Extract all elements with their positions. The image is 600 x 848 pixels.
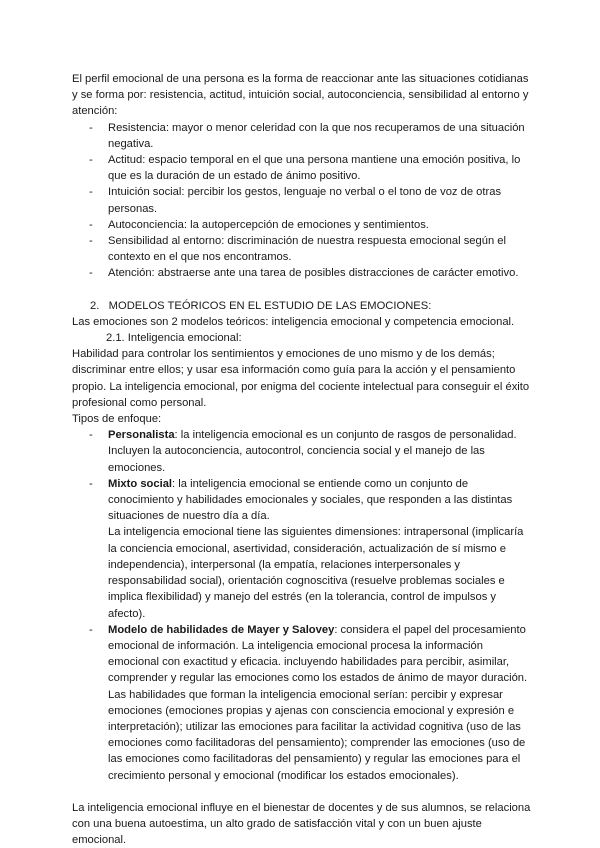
list-item: - Personalista: la inteligencia emocional es un conjunto de rasgos de personalidad. Incluyen la autoconciencia, autocontrol, conciencia social y el manejo de las emociones.: [89, 429, 517, 474]
list-item: - Actitud: espacio temporal en el que una persona mantiene una emoción positiva, lo que es la duración de un estado de ánimo positivo.: [89, 154, 521, 183]
definition-paragraph: Habilidad para controlar los sentimientos y emociones de uno mismo y de los demás; discriminar entre ellos; y usar esa información como guía para la acción y el pensamiento propio. La inteligencia emocional, por enigma del cociente intelectual para conseguir el éxito profesional como personal.: [72, 348, 530, 409]
list-item: - Resistencia: mayor o menor celeridad con la que nos recuperamos de una situación negativa.: [89, 121, 525, 150]
list-item: - Atención: abstraerse ante una tarea de posibles distracciones de carácter emotivo.: [72, 265, 532, 281]
emotional-profile-list: [72, 120, 532, 282]
approach-term: Mixto social: [108, 477, 173, 490]
approach-extra: La inteligencia emocional tiene las siguientes dimensiones: intrapersonal (implicaría la conciencia emocional, asertividad, consideración, actualización de sí mismo e independencia), interpersonal (la empatía, relaciones interpersonales y responsabilidad social), orientación cognoscitiva (resuelve problemas sociales e implica flexibilidad) y manejo del estrés (en la tolerancia, control de impulsos y afecto).: [108, 526, 524, 620]
section-title: MODELOS TEÓRICOS EN EL ESTUDIO DE LAS EMOCIONES:: [108, 299, 432, 312]
bullet-dash: -: [89, 154, 93, 167]
intro-paragraph: El perfil emocional de una persona es la forma de reaccionar ante las situaciones cotidianas y se forma por: resistencia, actitud, intuición social, autoconciencia, sensibilidad al entorno y atención:: [72, 73, 529, 118]
list-item: - Sensibilidad al entorno: discriminación de nuestra respuesta emocional según el contexto en el que nos encontramos.: [89, 235, 507, 264]
bullet-dash: -: [89, 477, 93, 490]
bullet-dash: -: [89, 267, 93, 280]
bullet-dash: -: [89, 218, 93, 231]
document-page: [72, 71, 532, 848]
subsection-heading: 2.1. Inteligencia emocional:: [106, 332, 242, 345]
list-item: - Intuición social: percibir los gestos, lenguaje no verbal o el tono de voz de otras personas.: [89, 186, 502, 215]
approach-term: Modelo de habilidades de Mayer y Salovey: [108, 623, 335, 636]
approaches-label: Tipos de enfoque:: [72, 413, 162, 426]
bullet-dash: -: [89, 235, 93, 248]
list-item: - Modelo de habilidades de Mayer y Salovey: considera el papel del procesamiento emocional de información. La inteligencia emocional procesa la información emocional con exactitud y eficacia. incluyendo habilidades para percibir, asimilar, comprender y regular las emociones como los estados de ánimo de mayor duración. Las habilidades que forman la inteligencia emocional serían: percibir y expresar emociones (emociones propias y ajenas con consciencia emocional y expresión e interpretación); utilizar las emociones para facilitar la actividad cognitiva (uso de las emociones como facilitadoras del pensamiento); comprender las emociones (uso de las emociones como facilitadoras del pensamiento) y regular las emociones para el crecimiento personal y emocional (modificar los estados emocionales).: [89, 623, 528, 782]
bullet-dash: -: [89, 121, 93, 134]
bullet-dash: -: [89, 429, 93, 442]
conclusion-paragraph: La inteligencia emocional influye en el bienestar de docentes y de sus alumnos, se relaciona con una buena autoestima, un alto grado de satisfacción vital y con un buen ajuste emocional.: [72, 801, 531, 847]
section-number: 2.: [90, 299, 100, 312]
list-item: - Mixto social: la inteligencia emocional se entiende como un conjunto de conocimiento y habilidades emocionales y sociales, que responden a las distintas situaciones de nuestro día a día. La inteligencia emocional tiene las siguientes dimensiones: intrapersonal (implicaría la conciencia emocional, asertividad, consideración, actualización de sí mismo e independencia), interpersonal (la empatía, relaciones interpersonales y responsabilidad social), orientación cognoscitiva (resuelve problemas sociales e implica flexibilidad) y manejo del estrés (en la tolerancia, control de impulsos y afecto).: [72, 476, 532, 622]
approach-term: Personalista: [108, 429, 175, 442]
bullet-dash: -: [89, 623, 93, 636]
section-intro: Las emociones son 2 modelos teóricos: inteligencia emocional y competencia emocional.: [72, 315, 515, 328]
list-item: - Autoconciencia: la autopercepción de emociones y sentimientos.: [72, 217, 532, 233]
approaches-list: [72, 427, 532, 783]
bullet-dash: -: [89, 186, 93, 199]
section-heading: [72, 298, 532, 314]
